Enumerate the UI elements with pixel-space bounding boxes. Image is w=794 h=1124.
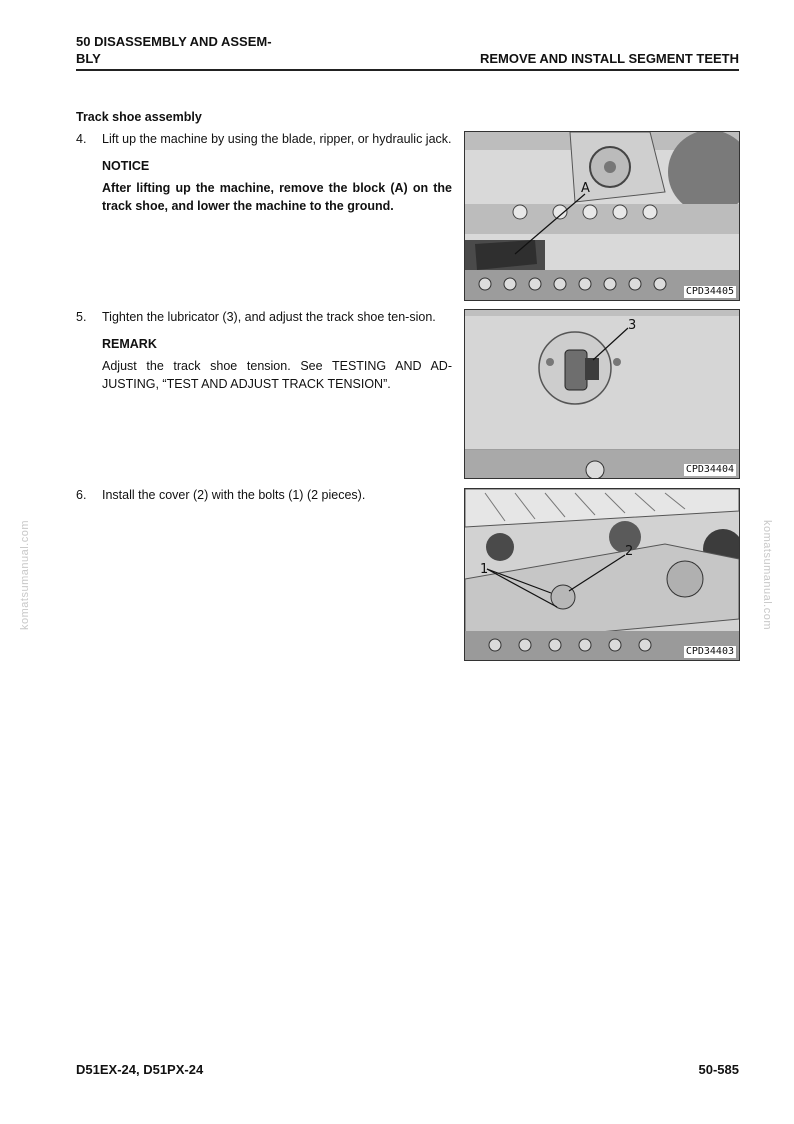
remark-label: REMARK bbox=[102, 337, 157, 351]
notice-text: After lifting up the machine, remove the block (A) on the track shoe, and lower the machine to the ground. bbox=[102, 181, 452, 213]
figure-cover-bolts bbox=[464, 488, 740, 661]
subsection-heading: Track shoe assembly bbox=[76, 110, 202, 124]
callout-2: 2 bbox=[625, 544, 634, 559]
figure-track-shoe-block bbox=[464, 131, 740, 301]
step-number: 4. bbox=[76, 132, 87, 146]
step-6 bbox=[76, 486, 452, 504]
step-number: 5. bbox=[76, 310, 87, 324]
step-4 bbox=[76, 130, 452, 215]
step-text: Tighten the lubricator (3), and adjust the track shoe ten-sion. bbox=[102, 310, 436, 324]
header-divider bbox=[76, 69, 739, 71]
watermark-right: komatsumanual.com bbox=[761, 520, 773, 630]
figure-code: CPD34404 bbox=[685, 464, 734, 475]
notice-label: NOTICE bbox=[102, 159, 150, 173]
step-5 bbox=[76, 308, 452, 393]
track-shoe-photo bbox=[465, 132, 739, 300]
chapter-title-line1: 50 DISASSEMBLY AND ASSEM- bbox=[76, 34, 272, 49]
callout-3: 3 bbox=[628, 318, 637, 333]
remark-text: Adjust the track shoe tension. See TESTING AND AD-JUSTING, “TEST AND ADJUST TRACK TENSION”. bbox=[102, 359, 452, 391]
figure-code: CPD34405 bbox=[685, 286, 734, 297]
step-text: Install the cover (2) with the bolts (1) (2 pieces). bbox=[102, 488, 366, 502]
chapter-title bbox=[76, 33, 306, 67]
chapter-title-line2: BLY bbox=[76, 51, 101, 66]
figure-lubricator bbox=[464, 309, 740, 479]
step-number: 6. bbox=[76, 488, 87, 502]
callout-1: 1 bbox=[480, 562, 489, 577]
callout-a: A bbox=[581, 181, 590, 196]
section-title: REMOVE AND INSTALL SEGMENT TEETH bbox=[479, 51, 739, 66]
cover-photo bbox=[465, 489, 739, 660]
step-text: Lift up the machine by using the blade, ripper, or hydraulic jack. bbox=[102, 132, 452, 146]
footer-page-number: 50-585 bbox=[698, 1062, 739, 1077]
watermark-left: komatsumanual.com bbox=[19, 520, 31, 630]
footer-model: D51EX-24, D51PX-24 bbox=[76, 1062, 204, 1077]
figure-code: CPD34403 bbox=[685, 646, 734, 657]
lubricator-photo bbox=[465, 310, 739, 478]
